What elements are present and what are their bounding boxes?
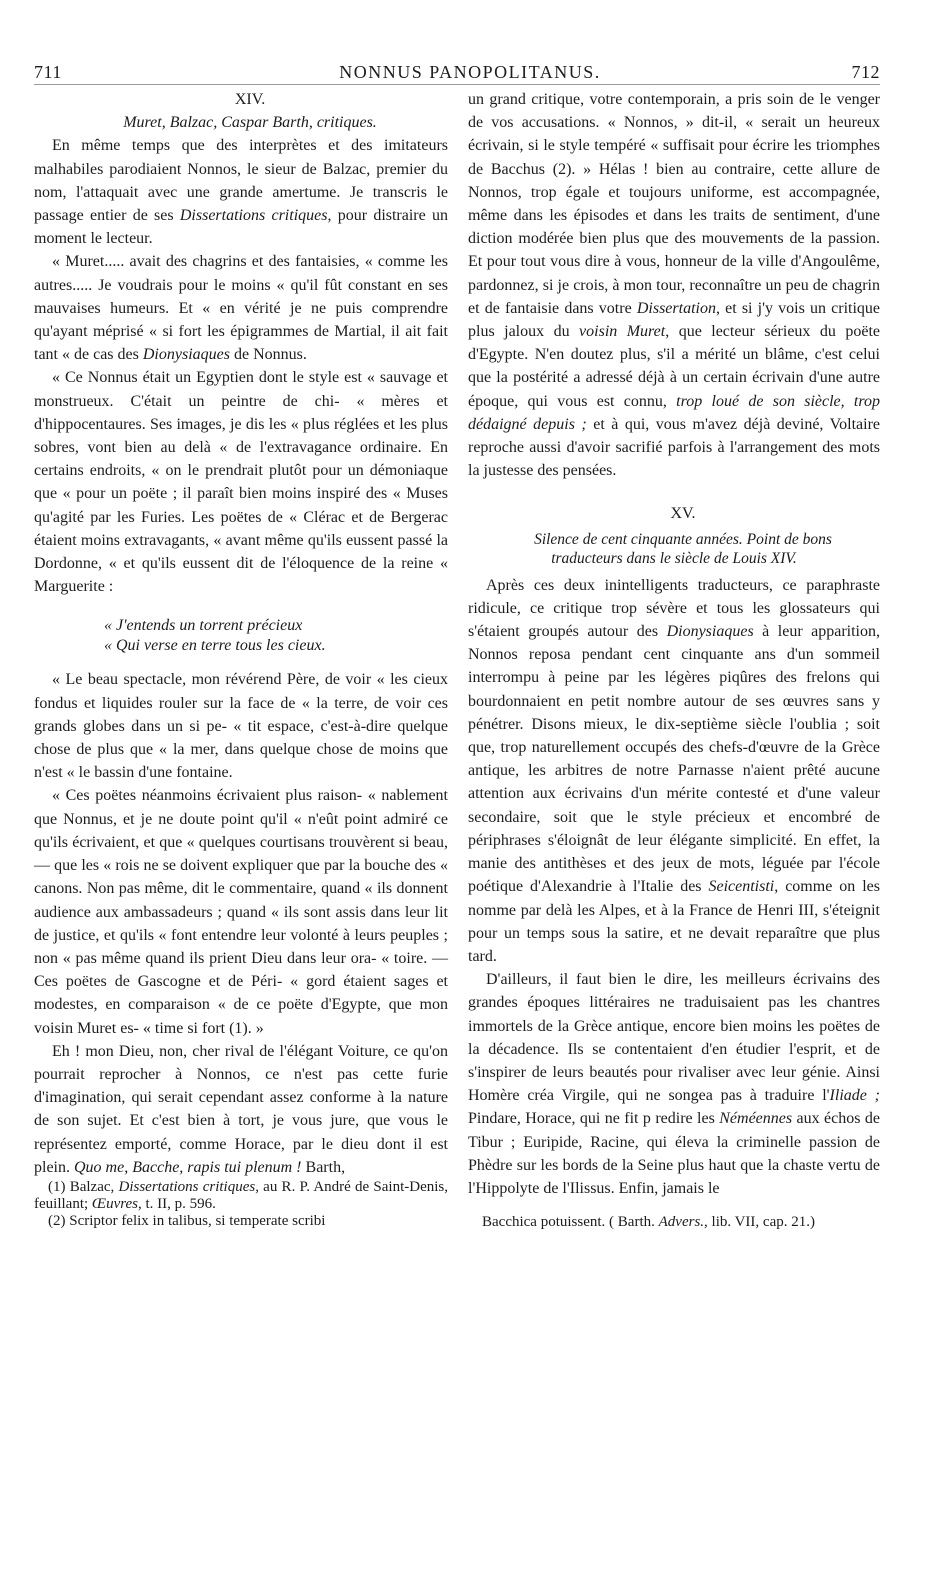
footnote-2-continued: Bacchica potuissent. ( Barth. Advers., lib. VII, cap. 21.) — [482, 1214, 815, 1231]
right-page-number: 712 — [851, 62, 880, 82]
quote-paragraph: « Ce Nonnus était un Egyptien dont le style est « sauvage et monstrueux. C'était un peintre de chi- « mères et d'hippocentaures. Ses images, je dis les « plus réglées et les plus sobres, vont bien au delà « de l'extravagance ordinaire. En certains endroits, « on le prendrait plutôt pour un démoniaque que « pour un poëte ; il paraît bien moins inspiré des « Muses qu'agité par les Furies. Les poëtes de « Clérac et de Bergerac étaient moins extravagants, « avant même qu'ils eussent passé la Dordonne, « et qu'ils eussent dit de l'éloquence de la reine « Marguerite : — [34, 369, 448, 596]
quote-paragraph: « Ces poëtes néanmoins écrivaient plus raison- « nablement que Nonnus, et je ne doute point qu'il « n'eût point admiré ce qu'ils écrivaient, et que « quelques courtisans trouvèrent si beau, — que les « rois ne se doivent expliquer que par la bouche des « canons. Non pas même, dit le commentaire, quand « ils donnent audience aux ambassadeurs ; quand « ils sont assis dans leur lit de justice, et qu'ils « font entendre leur volonté à leurs peuples ; non « pas même quand ils prient Dieu dans leur ora- « toire. — Ces poëtes de Gascogne et de Péri- « gord étaient sages et modestes, en comparaison « de ce poëte d'Egypte, que mon voisin Muret es- « time si fort (1). » — [34, 787, 448, 1037]
left-column — [34, 88, 448, 1230]
left-page-number: 711 — [34, 62, 62, 82]
header-rule — [34, 84, 880, 85]
quote-paragraph: « Muret..... avait des chagrins et des fantaisies, « comme les autres..... Je voudrais pour le moins « qu'il fût constant en ses mauvaises humeurs. Et « en vérité je ne puis comprendre qu'ayant méprisé « si fort les épigrammes de Martial, il ait fait tant « de cas des Dionysiaques de Nonnus. — [34, 253, 448, 364]
right-column — [468, 88, 880, 1231]
paragraph: Eh ! mon Dieu, non, cher rival de l'élégant Voiture, ce qu'on pourrait reprocher à Nonnos, ce n'est pas cette furie d'imagination, qui serait cependant assez conforme à la nature de son sujet. Et c'est bien à tort, je vous jure, que vous le représentez emporté, comme Horace, par le dieu dont il est plein. Quo me, Bacche, rapis tui plenum ! Barth, — [34, 1042, 448, 1176]
section-title-xv: Silence de cent cinquante années. Point de bons traducteurs dans le siècle de Louis XIV. — [534, 530, 832, 567]
verse-line: « Qui verse en terre tous les cieux. — [104, 637, 326, 655]
paragraph: Après ces deux inintelligents traducteurs, ce paraphraste ridicule, ce critique trop sévère et tous les glossateurs qui s'étaient groupés autour des Dionysiaques à leur apparition, Nonnos reposa pendant cent cinquante ans d'un sommeil interrompu à peine par les légères piqûres des frelons qui bourdonnaient en petit nombre autour de ses œuvres sans y pénétrer. Disons mieux, le dix-septième siècle l'oublia ; soit que, trop naturellement occupés des chefs-d'œuvre de la Grèce antique, les arbitres de notre Parnasse n'aient prêté aucune attention aux écrivains d'un mérite contesté et d'une valeur secondaire, soit que le style précieux et encombré de périphrases s'éloignât de leur élégante simplicité. En effet, la manie des antithèses et des jeux de mots, léguée par l'école poétique d'Alexandrie à l'Italie des Seicentisti, comme on les nomme par delà les Alpes, et à la France de Henri III, s'éteignit pour un temps sous la satire, et ne devait reparaître que plus tard. — [468, 576, 881, 965]
footnote-2: (2) Scriptor felix in talibus, si temperate scribi — [48, 1212, 326, 1229]
paragraph: un grand critique, votre contemporain, a pris soin de le venger de vos accusations. « Nonnos, » dit-il, « serait un heureux écrivain, si le style tempéré « suffisait pour écrire les triomphes de Bacchus (2). » Hélas ! bien au contraire, cette allure de Nonnos, trop égale et toujours uniforme, est accompagnée, même dans les épisodes et dans les traits de sentiment, d'une diction modérée bien plus que des mouvements de la passion. Et pour tout vous dire à vous, honneur de la ville d'Angoulême, pardonnez, si je crois, à mon tour, reconnaître un peu de chagrin et de fantaisie dans votre Dissertation, et si j'y vois un critique plus jaloux du voisin Muret, que lecteur sérieux du poëte d'Egypte. N'en doutez plus, s'il a mérité un blâme, c'est celui que la postérité a adressé déjà à un certain écrivain d'une autre époque, qui vous est connu, trop loué de son siècle, trop dédaigné depuis ; et à qui, vous m'avez déjà deviné, Voltaire reproche aussi d'avoir sacrifié parfois à l'arrangement des mots la justesse des pensées. — [468, 91, 881, 480]
running-title: NONNUS PANOPOLITANUS. — [339, 62, 601, 82]
footnote-1: (1) Balzac, Dissertations critiques, au R. P. André de Saint-Denis, feuillant; Œuvres, t. II, p. 596. — [34, 1178, 449, 1212]
paragraph: D'ailleurs, il faut bien le dire, les meilleurs écrivains des grandes époques littéraires ne traduisaient pas les chantres immortels de la Grèce antique, encore bien moins les poëtes de la décadence. Ils se contentaient d'en étudier l'esprit, et de s'inspirer de leurs beautés pour rivaliser avec leur génie. Ainsi Homère créa Virgile, qui ne songea pas à traduire l'Iliade ; Pindare, Horace, qui ne fit p redire les Néméennes aux échos de Tibur ; Euripide, Racine, qui éleva la criminelle passion de Phèdre sur les bords de la Seine plus haut que la chaste vertu de l'Hippolyte de l'Ilissus. Enfin, jamais le — [468, 971, 880, 1197]
section-number-xv: XV. — [670, 505, 696, 523]
paragraph: En même temps que des interprètes et des imitateurs malhabiles parodiaient Nonnos, le sieur de Balzac, premier du nom, l'attaquait avec une grande amertume. Je transcris le passage entier de ses Dissertations critiques, pour distraire un moment le lecteur. — [34, 137, 448, 248]
quote-paragraph: « Le beau spectacle, mon révérend Père, de voir « les cieux fondus et liquides rouler sur la face de « la terre, de voir ces grands globes dans un si pe- « tit espace, c'est-à-dire quelque chose de plus que « la mer, dans quelque chose de moins que n'est « le bassin d'une fontaine. — [34, 671, 448, 782]
verse-quote — [34, 616, 448, 656]
section-title-xiv: Muret, Balzac, Caspar Barth, critiques. — [123, 114, 377, 132]
verse-line: « J'entends un torrent précieux — [104, 617, 303, 635]
section-number-xiv: XIV. — [234, 91, 266, 108]
